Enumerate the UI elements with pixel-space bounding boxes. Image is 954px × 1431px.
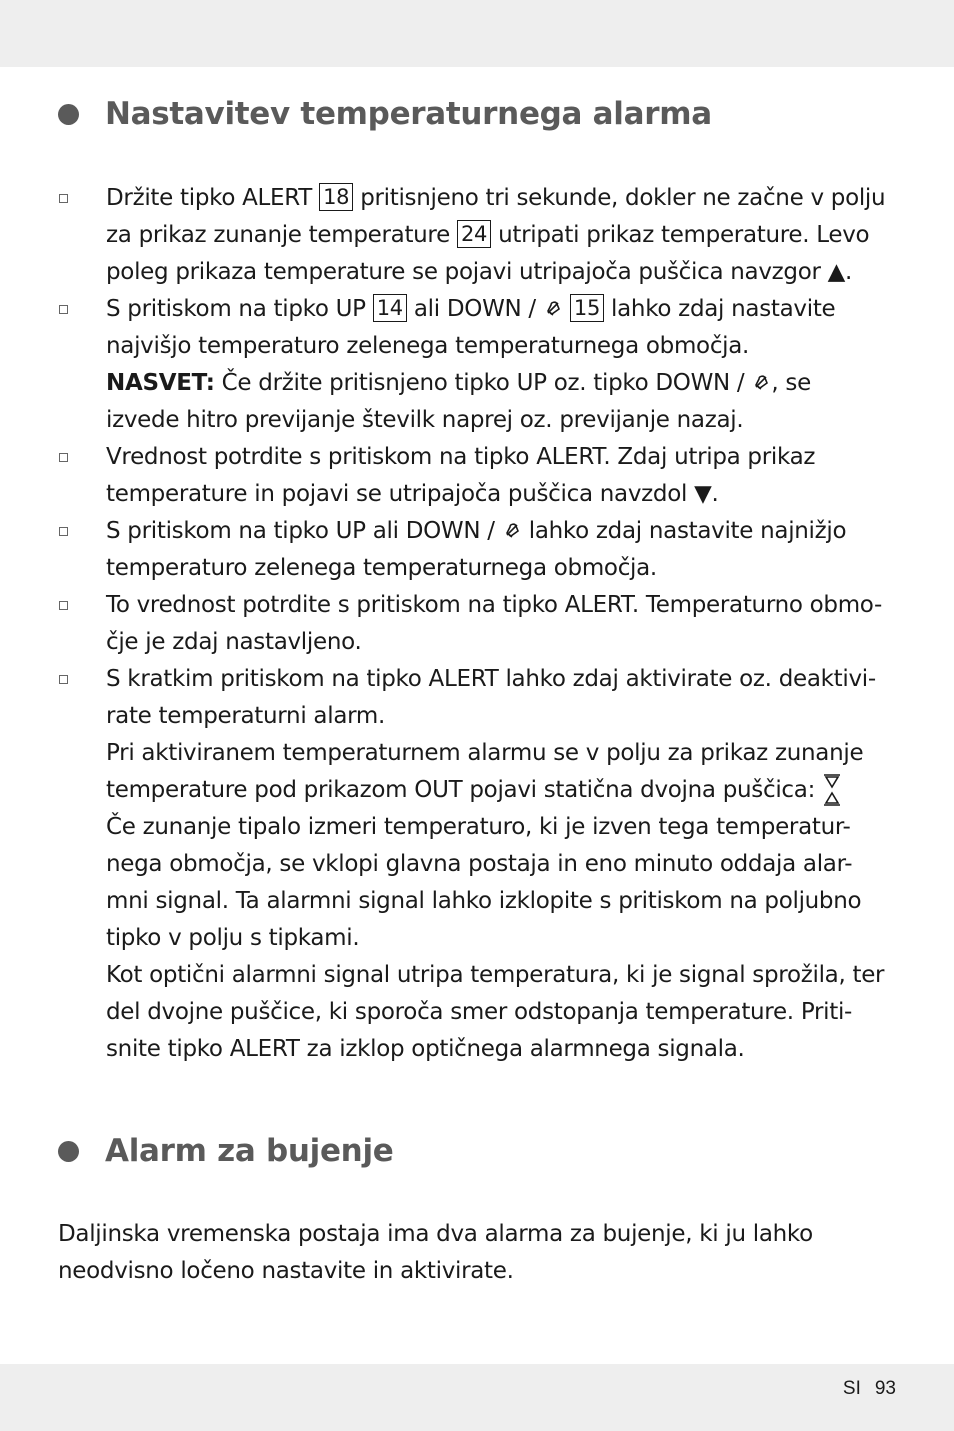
- text-line: temperature in pojavi se utripajoča puščica navzdol ▼.: [106, 481, 719, 507]
- language-code: SI: [842, 1378, 861, 1399]
- text-line: del dvojne puščice, ki sporoča smer odstopanja temperature. Priti-: [106, 999, 853, 1025]
- text-line: najvišjo temperaturo zelenega temperaturnega območja.: [106, 333, 750, 359]
- bell-off-icon: [502, 520, 522, 540]
- text-line: temperaturo zelenega temperaturnega območja.: [106, 555, 657, 581]
- page-number: 93: [874, 1378, 896, 1399]
- text-line: S pritiskom na tipko UP 14 ali DOWN / 15 lahko zdaj nastavite: [106, 296, 836, 322]
- text-line: To vrednost potrdite s pritiskom na tipko ALERT. Temperaturno obmo-: [106, 592, 883, 618]
- tip-label: NASVET:: [106, 370, 215, 396]
- heading-bullet-dot: [58, 1141, 79, 1162]
- text-line: Vrednost potrdite s pritiskom na tipko ALERT. Zdaj utripa prikaz: [106, 444, 816, 470]
- checkbox-bullet-icon: [59, 453, 68, 462]
- checkbox-bullet-icon: [59, 305, 68, 314]
- section-heading-temperature-alarm: [58, 96, 712, 132]
- step-2: [58, 291, 910, 439]
- section-heading-wake-alarm: [58, 1133, 394, 1169]
- text-line: S kratkim pritiskom na tipko ALERT lahko zdaj aktivirate oz. deaktivi-: [106, 666, 876, 692]
- ref-number: 18: [319, 183, 353, 211]
- double-arrow-icon: [822, 773, 842, 807]
- text-line: Držite tipko ALERT 18 pritisnjeno tri sekunde, dokler ne začne v polju: [106, 185, 886, 211]
- text-line: temperature pod prikazom OUT pojavi statična dvojna puščica:: [106, 772, 910, 809]
- checkbox-bullet-icon: [59, 601, 68, 610]
- text-line: za prikaz zunanje temperature 24 utripati prikaz temperature. Levo: [106, 222, 870, 248]
- bottom-band: [0, 1364, 954, 1431]
- text-line: nega območja, se vklopi glavna postaja in eno minuto oddaja alar-: [106, 851, 853, 877]
- text-line: Pri aktiviranem temperaturnem alarmu se v polju za prikaz zunanje: [106, 740, 864, 766]
- step-1: [58, 180, 910, 291]
- text-line: tipko v polju s tipkami.: [106, 925, 360, 951]
- ref-number: 15: [570, 294, 604, 322]
- text-line: rate temperaturni alarm.: [106, 703, 385, 729]
- page-footer: [843, 1378, 896, 1400]
- text-line: Če zunanje tipalo izmeri temperaturo, ki je izven tega temperatur-: [106, 814, 851, 840]
- text-line: izvede hitro previjanje številk naprej oz. previjanje nazaj.: [106, 407, 744, 433]
- ref-number: 24: [457, 220, 491, 248]
- checkbox-bullet-icon: [59, 527, 68, 536]
- text-line: čje je zdaj nastavljeno.: [106, 629, 362, 655]
- checkbox-bullet-icon: [59, 194, 68, 203]
- tip-line: NASVET: Če držite pritisnjeno tipko UP oz. tipko DOWN / , se: [106, 370, 811, 396]
- text-line: poleg prikaza temperature se pojavi utripajoča puščica navzgor ▲.: [106, 259, 853, 285]
- step-5: [58, 587, 910, 661]
- text-line: snite tipko ALERT za izklop optičnega alarmnega signala.: [106, 1036, 745, 1062]
- heading-bullet-dot: [58, 104, 79, 125]
- text-line: neodvisno ločeno nastavite in aktivirate.: [58, 1258, 514, 1284]
- step-6: [58, 661, 910, 1068]
- heading-text: Alarm za bujenje: [105, 1133, 394, 1169]
- step-3: [58, 439, 910, 513]
- top-band: [0, 0, 954, 67]
- text-line: Daljinska vremenska postaja ima dva alarma za bujenje, ki ju lahko: [58, 1221, 813, 1247]
- intro-paragraph: [58, 1216, 813, 1290]
- instruction-steps: [58, 180, 910, 1068]
- bell-off-icon: [751, 372, 771, 392]
- bell-off-icon: [543, 298, 563, 318]
- step-4: [58, 513, 910, 587]
- text-line: S pritiskom na tipko UP ali DOWN / lahko zdaj nastavite najnižjo: [106, 518, 847, 544]
- heading-text: Nastavitev temperaturnega alarma: [105, 96, 712, 132]
- checkbox-bullet-icon: [59, 675, 68, 684]
- text-line: Kot optični alarmni signal utripa temperatura, ki je signal sprožila, ter: [106, 962, 885, 988]
- ref-number: 14: [373, 294, 407, 322]
- text-line: mni signal. Ta alarmni signal lahko izklopite s pritiskom na poljubno: [106, 888, 862, 914]
